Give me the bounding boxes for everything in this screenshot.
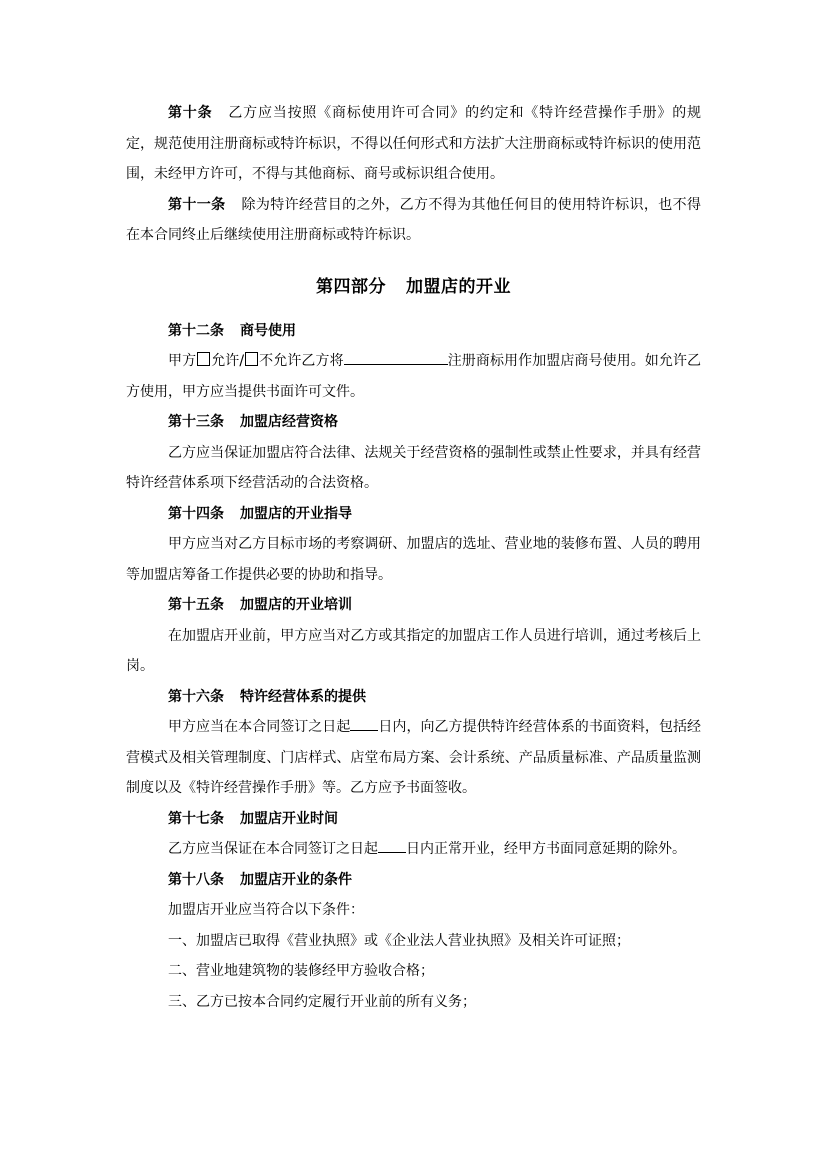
article-12-text-d: 注册商标用作加盟店商号使用。如允许乙方使用，甲方应当提供书面许可文件。	[126, 353, 702, 400]
list-item: 一、加盟店已取得《营业执照》或《企业法人营业执照》及相关许可证照；	[168, 932, 630, 949]
article-11-label: 第十一条	[168, 196, 226, 213]
article-12-num: 第十二条	[168, 322, 224, 339]
article-16-text-b: 日内，向乙方提供特许经营体系的书面资料，包括经营模式及相关管理制度、门店样式、店堂布局方案、会计系统、产品质量标准、产品质量监测制度以及《特许经营操作手册》等。乙方应予书面签收。	[126, 719, 702, 796]
article-14-title: 加盟店的开业指导	[240, 505, 352, 522]
article-17-num: 第十七条	[168, 810, 224, 827]
article-11-text: 除为特许经营目的之外，乙方不得为其他任何目的使用特许标识，也不得在本合同终止后继续使用注册商标或特许标识。	[126, 196, 702, 243]
days-blank-16[interactable]	[350, 716, 378, 731]
article-16-text-a: 甲方应当在本合同签订之日起	[168, 719, 351, 735]
article-15-body: 在加盟店开业前，甲方应当对乙方或其指定的加盟店工作人员进行培训，通过考核后上岗。	[126, 627, 701, 674]
article-14-num: 第十四条	[168, 505, 224, 522]
article-16-heading	[126, 682, 701, 713]
article-13-heading	[126, 407, 701, 438]
article-14-body: 甲方应当对乙方目标市场的考察调研、加盟店的选址、营业地的装修布置、人员的聘用等加盟店筹备工作提供必要的协助和指导。	[126, 536, 701, 583]
article-15-heading	[126, 590, 701, 621]
article-12-title: 商号使用	[240, 322, 296, 339]
trademark-blank[interactable]	[344, 350, 448, 365]
article-12-heading	[126, 316, 701, 347]
section-4-part: 第四部分	[316, 276, 386, 297]
article-16-body	[126, 712, 701, 804]
article-18-title: 加盟店开业的条件	[240, 871, 352, 888]
article-13-num: 第十三条	[168, 414, 224, 430]
article-12-body	[126, 346, 701, 407]
article-15-num: 第十五条	[168, 597, 224, 613]
days-blank-17[interactable]	[378, 838, 406, 853]
article-17-text-b: 日内正常开业，经甲方书面同意延期的除外。	[406, 841, 686, 857]
article-17-title: 加盟店开业时间	[240, 810, 338, 827]
article-13-title: 加盟店经营资格	[240, 414, 338, 430]
allow-checkbox[interactable]	[197, 352, 210, 366]
article-10-text: 乙方应当按照《商标使用许可合同》的约定和《特许经营操作手册》的规定，规范使用注册商标或特许标识，不得以任何形式和方法扩大注册商标或特许标识的使用范围，未经甲方许可，不得与其他商标、商号或标识组合使用。	[126, 105, 702, 182]
article-16-num: 第十六条	[168, 688, 224, 705]
disallow-checkbox[interactable]	[245, 352, 258, 366]
article-17-text-a: 乙方应当保证在本合同签订之日起	[168, 841, 378, 857]
document-body	[126, 98, 701, 1017]
section-4-heading	[126, 272, 701, 302]
article-14-heading	[126, 499, 701, 530]
article-12-text-a: 甲方	[168, 353, 197, 369]
section-4-title: 加盟店的开业	[406, 276, 511, 297]
article-10	[126, 98, 701, 190]
article-12-text-c: 不允许乙方将	[259, 353, 344, 369]
article-17-body	[126, 834, 701, 865]
list-item: 三、乙方已按本合同约定履行开业前的所有义务；	[168, 993, 476, 1010]
article-17-heading	[126, 804, 701, 835]
article-18-num: 第十八条	[168, 871, 224, 888]
article-15-title: 加盟店的开业培训	[240, 597, 352, 613]
list-item: 二、营业地建筑物的装修经甲方验收合格；	[168, 963, 434, 979]
article-10-label: 第十条	[168, 105, 213, 121]
article-18-intro: 加盟店开业应当符合以下条件：	[168, 902, 364, 918]
article-18-heading	[126, 865, 701, 896]
article-12-text-b: 允许/	[211, 353, 245, 369]
article-13-body: 乙方应当保证加盟店符合法律、法规关于经营资格的强制性或禁止性要求，并具有经营特许经营体系项下经营活动的合法资格。	[126, 444, 701, 491]
article-11	[126, 190, 701, 251]
article-16-title: 特许经营体系的提供	[240, 688, 366, 705]
